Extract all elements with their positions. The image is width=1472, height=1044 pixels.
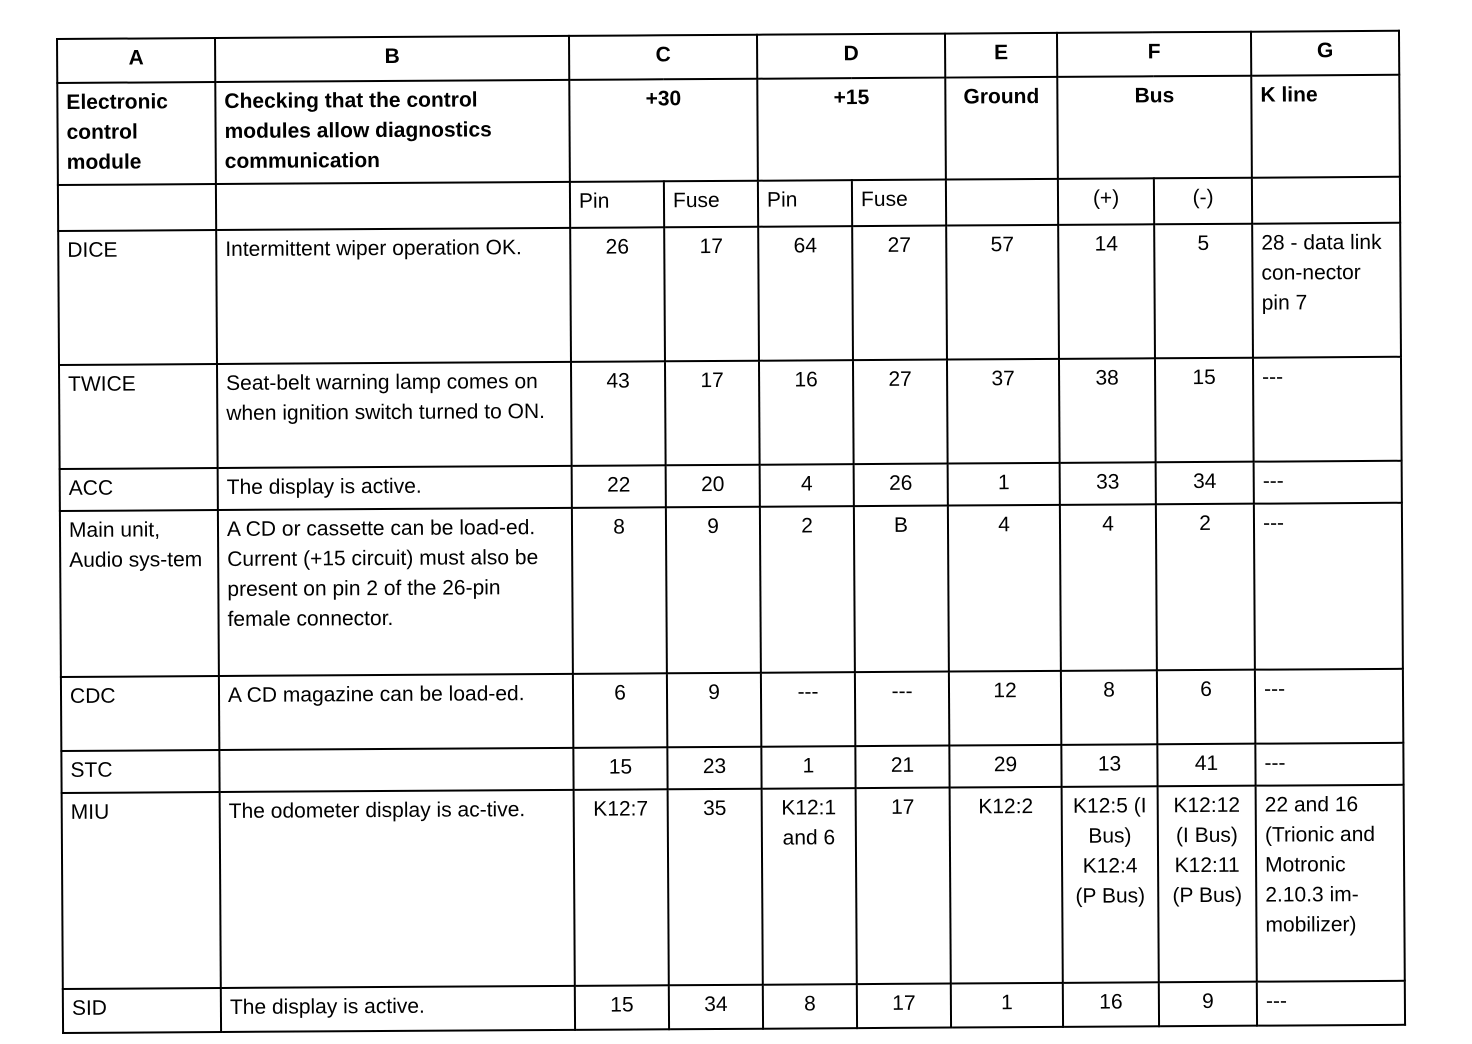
bus-minus-cell: 6 [1157,670,1255,745]
plus30-pin-cell: 22 [572,465,666,508]
bus-minus-cell: 5 [1154,224,1253,359]
check-cell: The odometer display is ac-tive. [220,790,575,988]
plus30-fuse-cell: 17 [664,227,759,362]
plus30-pin-cell: 43 [571,361,666,466]
table-row [61,669,1403,751]
plus15-fuse-header: Fuse [852,180,946,227]
bus-minus-cell: 2 [1156,504,1255,671]
check-cell: A CD magazine can be load-ed. [219,674,573,750]
kline-cell: --- [1255,669,1403,744]
kline-cell: 28 - data link con-nector pin 7 [1252,223,1401,358]
plus30-fuse-cell: 20 [666,465,760,508]
check-cell: Intermittent wiper operation OK. [216,228,571,364]
check-cell: Seat-belt warning lamp comes on when ignition switch turned to ON. [217,362,572,468]
plus15-pin-cell: 64 [758,226,853,361]
ground-cell: 37 [947,359,1060,464]
plus15-fuse-cell: 17 [857,984,951,1029]
ground-cell: 12 [949,671,1061,746]
check-cell: The display is active. [218,466,572,510]
check-cell [219,748,573,792]
sub-header-row [58,177,1400,231]
plus15-pin-cell: 8 [763,984,857,1029]
plus15-fuse-cell: 17 [856,788,951,985]
bus-minus-cell: 15 [1155,358,1254,463]
module-cell: CDC [61,676,219,751]
column-letter-g: G [1251,31,1399,76]
plus15-fuse-cell: B [854,506,949,673]
bus-plus-cell: 14 [1058,224,1155,359]
plus30-fuse-cell: 35 [668,789,763,986]
module-cell: STC [61,750,219,793]
plus15-pin-header: Pin [758,180,852,227]
column-letter-b: B [215,36,569,82]
plus30-pin-cell: 15 [575,985,669,1030]
plus15-fuse-cell: --- [855,672,949,747]
sub-header-empty [1252,177,1400,224]
bus-plus-cell: 8 [1061,670,1157,745]
ground-header: Ground [945,77,1058,180]
plus30-pin-cell: 8 [572,507,667,674]
column-letter-c: C [569,35,757,80]
bus-header: Bus [1057,76,1252,179]
plus15-pin-cell: 1 [761,746,855,789]
plus30-fuse-cell: 17 [665,361,760,466]
group-header-row [57,75,1400,185]
column-letter-e: E [945,33,1057,78]
table-row [58,223,1401,365]
bus-plus-cell: 38 [1059,358,1156,463]
plus15-pin-cell: 16 [759,360,854,465]
ground-cell: 1 [948,463,1060,506]
bus-plus-cell: K12:5 (I Bus) K12:4 (P Bus) [1062,786,1159,983]
ground-cell: K12:2 [950,787,1063,984]
ecm-diagnostics-table [56,30,1406,1034]
plus30-pin-cell: 15 [573,747,667,790]
sub-header-empty [946,179,1058,226]
ground-cell: 1 [951,983,1063,1028]
check-cell: The display is active. [221,986,575,1032]
sub-header-empty [58,184,216,231]
module-cell: ACC [60,468,218,511]
kline-cell: --- [1253,357,1402,462]
module-cell: MIU [62,792,221,989]
ground-cell: 29 [949,745,1061,788]
kline-header: K line [1251,75,1400,178]
ground-cell: 57 [946,225,1059,360]
bus-plus-cell: 4 [1060,504,1157,671]
module-cell: DICE [58,230,217,365]
bus-plus-cell: 16 [1063,982,1159,1027]
plus30-pin-cell: 6 [573,673,667,748]
plus15-pin-cell: 4 [760,464,854,507]
table-row [63,981,1405,1033]
plus30-fuse-cell: 34 [669,985,763,1030]
plus15-fuse-cell: 27 [852,226,947,361]
plus15-pin-cell: K12:1 and 6 [762,788,857,985]
bus-minus-cell: 9 [1159,982,1257,1027]
check-header: Checking that the control modules allow diagnostics communication [215,80,570,184]
module-cell: Main unit, Audio sys-tem [60,510,219,677]
plus15-fuse-cell: 27 [853,360,948,465]
plus30-fuse-cell: 23 [667,747,761,790]
table-row [62,785,1405,989]
module-header: Electronic control module [57,82,216,185]
table-row [59,357,1402,469]
plus30-pin-cell: K12:7 [574,789,669,986]
ground-cell: 4 [948,505,1061,672]
bus-minus-cell: 34 [1156,462,1254,505]
bus-plus-cell: 33 [1060,462,1156,505]
kline-cell: --- [1257,981,1405,1026]
check-cell: A CD or cassette can be load-ed. Current (+15 circuit) must also be present on pin 2 of the 26-pin female connector. [218,508,573,676]
plus15-header: +15 [757,78,946,181]
plus30-fuse-cell: 9 [666,507,761,674]
column-letter-a: A [57,38,215,83]
bus-minus-cell: 41 [1157,744,1255,787]
kline-cell: --- [1255,743,1403,786]
table-row [60,503,1403,677]
kline-cell: 22 and 16 (Trionic and Motronic 2.10.3 im-mobilizer) [1256,785,1405,982]
plus15-pin-cell: --- [761,672,855,747]
plus30-fuse-header: Fuse [664,181,758,228]
sub-header-empty [216,182,570,230]
plus30-pin-cell: 26 [570,227,665,362]
bus-minus-cell: K12:12 (I Bus) K12:11 (P Bus) [1158,786,1257,983]
bus-plus-header: (+) [1058,178,1154,225]
bus-minus-header: (-) [1154,178,1252,225]
module-cell: SID [63,988,221,1033]
column-letter-f: F [1057,32,1251,77]
plus15-pin-cell: 2 [760,506,855,673]
plus15-fuse-cell: 21 [855,746,949,789]
module-cell: TWICE [59,364,218,469]
column-letter-d: D [757,34,945,79]
plus30-header: +30 [569,79,758,182]
plus30-fuse-cell: 9 [667,673,761,748]
plus30-pin-header: Pin [570,181,664,228]
kline-cell: --- [1254,503,1403,670]
plus15-fuse-cell: 26 [854,464,948,507]
bus-plus-cell: 13 [1061,744,1157,787]
kline-cell: --- [1254,461,1402,504]
